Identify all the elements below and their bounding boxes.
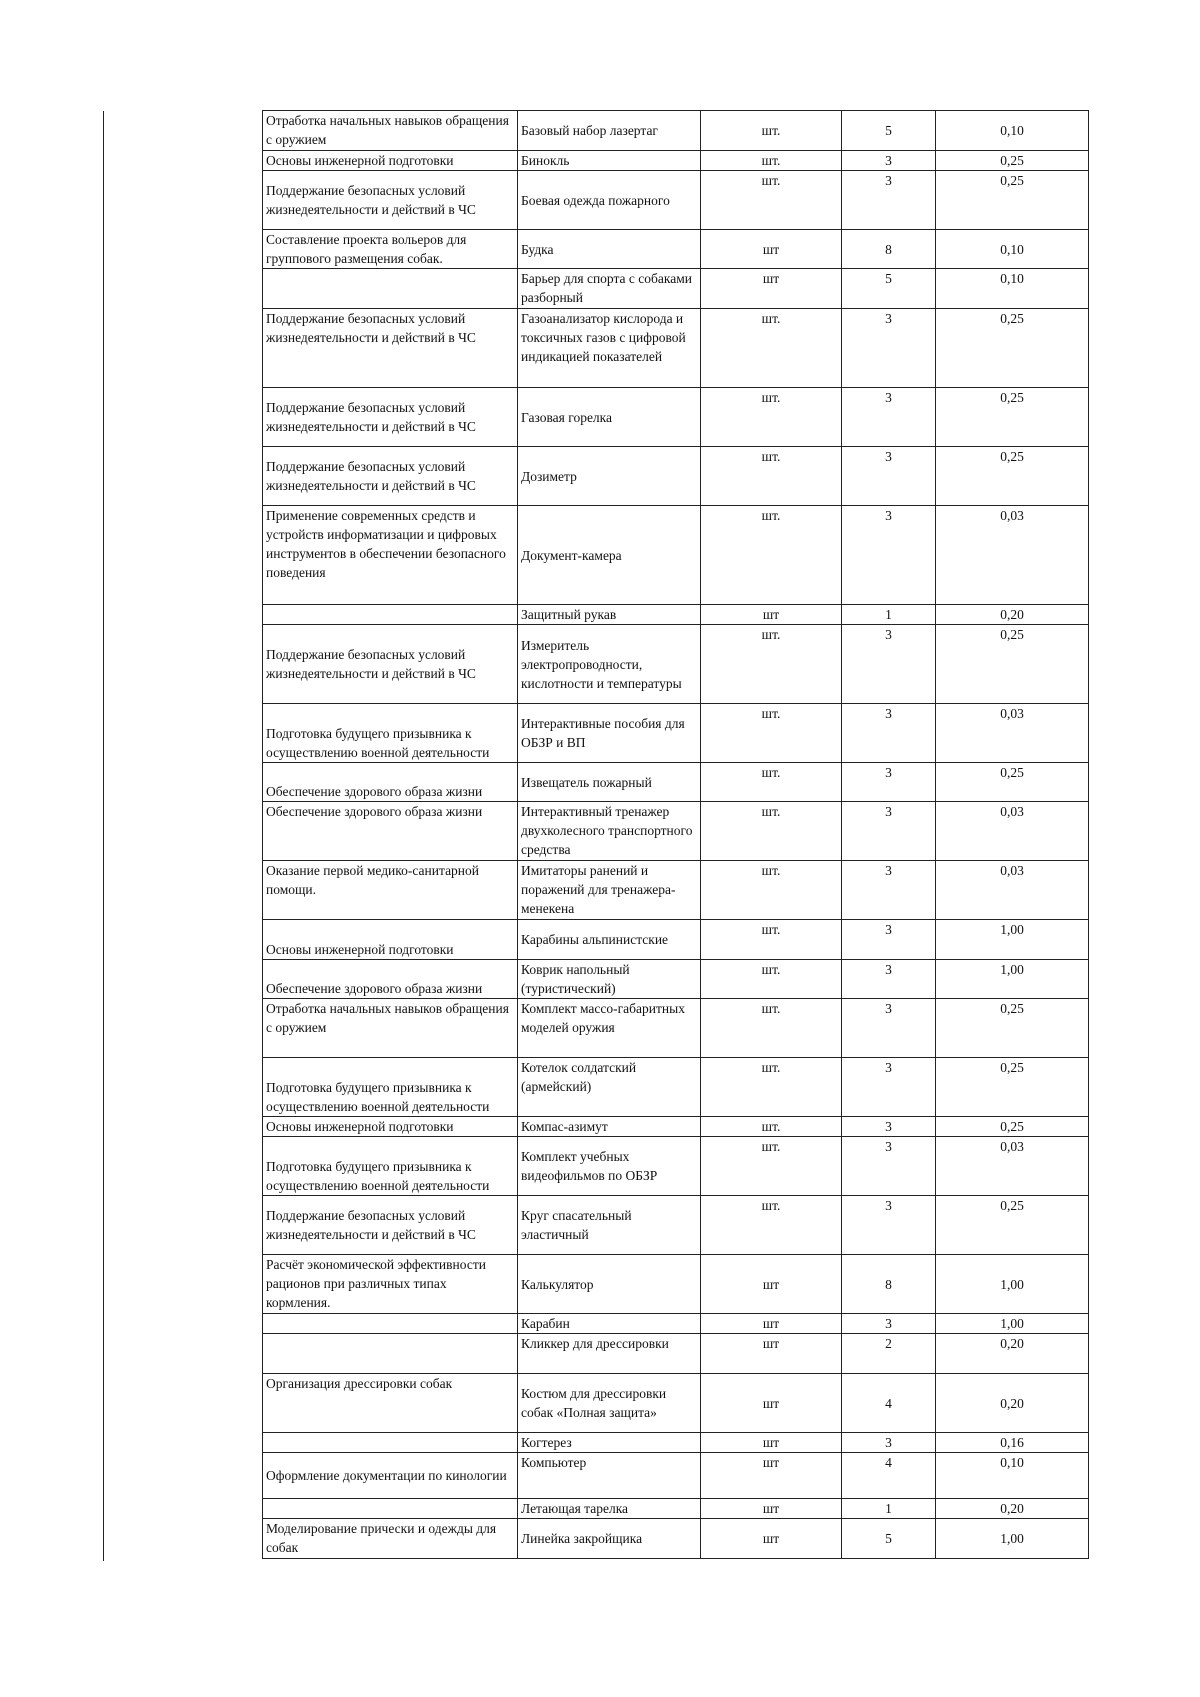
cell-quantity: 8 [842,1255,936,1314]
table-row [263,763,1089,802]
table-row [263,309,1089,388]
cell-unit: шт [701,230,842,269]
table-row [263,605,1089,625]
cell-coefficient: 0,25 [936,151,1089,171]
cell-equipment-name: Комплект учебных видеофильмов по ОБЗР [518,1137,701,1196]
cell-coefficient: 0,10 [936,269,1089,309]
cell-equipment-name: Извещатель пожарный [518,763,701,802]
cell-unit: шт. [701,151,842,171]
cell-area: Составление проекта вольеров для группового размещения собак. [263,230,518,269]
page-margin-line [103,111,104,1561]
cell-coefficient: 1,00 [936,1314,1089,1334]
cell-equipment-name: Бинокль [518,151,701,171]
cell-unit: шт [701,1374,842,1433]
cell-quantity: 5 [842,1519,936,1559]
cell-coefficient: 0,25 [936,999,1089,1058]
cell-unit: шт [701,1314,842,1334]
cell-equipment-name: Карабины альпинистские [518,920,701,960]
cell-equipment-name: Дозиметр [518,447,701,506]
cell-area: Поддержание безопасных условий жизнедеятельности и действий в ЧС [263,309,518,388]
cell-equipment-name: Имитаторы ранений и поражений для тренажера-менекена [518,861,701,920]
cell-area: Оформление документации по кинологии [263,1453,518,1499]
cell-coefficient: 0,03 [936,506,1089,605]
cell-coefficient: 0,10 [936,111,1089,151]
cell-coefficient: 0,20 [936,605,1089,625]
cell-quantity: 3 [842,960,936,999]
cell-area: Подготовка будущего призывника к осуществлению военной деятельности [263,704,518,763]
cell-area [263,605,518,625]
table-row [263,230,1089,269]
table-row [263,960,1089,999]
cell-coefficient: 0,25 [936,625,1089,704]
cell-unit: шт. [701,1196,842,1255]
cell-coefficient: 0,03 [936,1137,1089,1196]
cell-quantity: 1 [842,605,936,625]
cell-equipment-name: Документ-камера [518,506,701,605]
cell-quantity: 3 [842,625,936,704]
cell-area: Расчёт экономической эффективности рационов при различных типах кормления. [263,1255,518,1314]
cell-unit: шт. [701,625,842,704]
cell-coefficient: 0,25 [936,447,1089,506]
cell-area: Подготовка будущего призывника к осуществлению военной деятельности [263,1058,518,1117]
table-row [263,1137,1089,1196]
cell-unit: шт. [701,111,842,151]
cell-coefficient: 1,00 [936,1255,1089,1314]
cell-coefficient: 0,25 [936,1117,1089,1137]
table-row [263,1255,1089,1314]
table-row [263,388,1089,447]
cell-unit: шт [701,1433,842,1453]
table-row [263,802,1089,861]
cell-area: Подготовка будущего призывника к осуществлению военной деятельности [263,1137,518,1196]
table-row [263,1058,1089,1117]
table-row [263,1117,1089,1137]
cell-unit: шт. [701,1137,842,1196]
table-row [263,704,1089,763]
cell-unit: шт. [701,388,842,447]
cell-equipment-name: Коврик напольный (туристический) [518,960,701,999]
cell-equipment-name: Боевая одежда пожарного [518,171,701,230]
cell-quantity: 3 [842,920,936,960]
cell-coefficient: 0,03 [936,704,1089,763]
cell-area: Отработка начальных навыков обращения с оружием [263,999,518,1058]
cell-area: Поддержание безопасных условий жизнедеятельности и действий в ЧС [263,388,518,447]
cell-equipment-name: Компьютер [518,1453,701,1499]
cell-coefficient: 0,10 [936,1453,1089,1499]
cell-area [263,1314,518,1334]
cell-coefficient: 0,03 [936,861,1089,920]
cell-area: Поддержание безопасных условий жизнедеятельности и действий в ЧС [263,625,518,704]
cell-quantity: 5 [842,269,936,309]
cell-equipment-name: Газоанализатор кислорода и токсичных газов с цифровой индикацией показателей [518,309,701,388]
cell-quantity: 3 [842,1058,936,1117]
cell-quantity: 3 [842,171,936,230]
table-row [263,1433,1089,1453]
table-row [263,1374,1089,1433]
cell-area: Поддержание безопасных условий жизнедеятельности и действий в ЧС [263,447,518,506]
table-row [263,447,1089,506]
cell-coefficient: 0,20 [936,1374,1089,1433]
cell-equipment-name: Измеритель электропроводности, кислотности и температуры [518,625,701,704]
cell-area [263,269,518,309]
cell-equipment-name: Интерактивный тренажер двухколесного транспортного средства [518,802,701,861]
cell-quantity: 3 [842,704,936,763]
cell-quantity: 3 [842,1433,936,1453]
cell-unit: шт. [701,802,842,861]
cell-quantity: 3 [842,388,936,447]
cell-unit: шт. [701,506,842,605]
cell-area: Основы инженерной подготовки [263,920,518,960]
cell-equipment-name: Круг спасательный эластичный [518,1196,701,1255]
cell-equipment-name: Компас-азимут [518,1117,701,1137]
cell-area: Обеспечение здорового образа жизни [263,763,518,802]
cell-quantity: 1 [842,1499,936,1519]
cell-coefficient: 1,00 [936,960,1089,999]
cell-unit: шт. [701,704,842,763]
cell-coefficient: 0,25 [936,388,1089,447]
cell-equipment-name: Костюм для дрессировки собак «Полная защита» [518,1374,701,1433]
cell-equipment-name: Будка [518,230,701,269]
cell-area [263,1334,518,1374]
cell-area: Применение современных средств и устройств информатизации и цифровых инструментов в обеспечении безопасного поведения [263,506,518,605]
table-row [263,171,1089,230]
cell-coefficient: 0,25 [936,1196,1089,1255]
cell-coefficient: 0,25 [936,1058,1089,1117]
cell-unit: шт [701,1255,842,1314]
cell-unit: шт. [701,763,842,802]
cell-coefficient: 0,20 [936,1334,1089,1374]
table-row [263,920,1089,960]
table-row [263,151,1089,171]
cell-coefficient: 0,25 [936,309,1089,388]
cell-area: Поддержание безопасных условий жизнедеятельности и действий в ЧС [263,1196,518,1255]
cell-equipment-name: Котелок солдатский (армейский) [518,1058,701,1117]
table-row [263,1519,1089,1559]
table-row [263,1453,1089,1499]
cell-equipment-name: Летающая тарелка [518,1499,701,1519]
cell-area: Обеспечение здорового образа жизни [263,802,518,861]
equipment-table [262,110,1089,1559]
cell-equipment-name: Кликкер для дрессировки [518,1334,701,1374]
cell-quantity: 3 [842,506,936,605]
cell-quantity: 3 [842,447,936,506]
cell-area: Обеспечение здорового образа жизни [263,960,518,999]
cell-quantity: 3 [842,1137,936,1196]
cell-area: Основы инженерной подготовки [263,151,518,171]
cell-area [263,1499,518,1519]
cell-unit: шт. [701,960,842,999]
cell-area: Отработка начальных навыков обращения с оружием [263,111,518,151]
table-row [263,999,1089,1058]
table-row [263,506,1089,605]
cell-coefficient: 0,10 [936,230,1089,269]
cell-area: Оказание первой медико-санитарной помощи. [263,861,518,920]
cell-equipment-name: Карабин [518,1314,701,1334]
cell-coefficient: 1,00 [936,920,1089,960]
table-row [263,625,1089,704]
cell-quantity: 3 [842,1117,936,1137]
cell-unit: шт [701,1499,842,1519]
cell-quantity: 5 [842,111,936,151]
cell-equipment-name: Комплект массо-габаритных моделей оружия [518,999,701,1058]
cell-quantity: 3 [842,151,936,171]
cell-quantity: 4 [842,1453,936,1499]
table-row [263,1499,1089,1519]
cell-unit: шт [701,269,842,309]
cell-area [263,1433,518,1453]
cell-quantity: 2 [842,1334,936,1374]
cell-unit: шт [701,1519,842,1559]
equipment-table-body [263,111,1089,1559]
table-row [263,111,1089,151]
cell-equipment-name: Калькулятор [518,1255,701,1314]
cell-unit: шт. [701,1058,842,1117]
cell-equipment-name: Интерактивные пособия для ОБЗР и ВП [518,704,701,763]
cell-unit: шт. [701,171,842,230]
cell-quantity: 3 [842,861,936,920]
cell-unit: шт. [701,999,842,1058]
cell-quantity: 3 [842,1196,936,1255]
cell-coefficient: 0,25 [936,763,1089,802]
cell-equipment-name: Газовая горелка [518,388,701,447]
cell-quantity: 3 [842,999,936,1058]
cell-quantity: 8 [842,230,936,269]
cell-unit: шт. [701,309,842,388]
cell-coefficient: 0,16 [936,1433,1089,1453]
cell-quantity: 3 [842,763,936,802]
cell-equipment-name: Линейка закройщика [518,1519,701,1559]
cell-coefficient: 0,03 [936,802,1089,861]
cell-equipment-name: Барьер для спорта с собаками разборный [518,269,701,309]
cell-unit: шт. [701,447,842,506]
table-row [263,1196,1089,1255]
cell-quantity: 4 [842,1374,936,1433]
cell-equipment-name: Базовый набор лазертаг [518,111,701,151]
cell-quantity: 3 [842,802,936,861]
cell-equipment-name: Когтерез [518,1433,701,1453]
cell-area: Основы инженерной подготовки [263,1117,518,1137]
cell-equipment-name: Защитный рукав [518,605,701,625]
cell-unit: шт. [701,861,842,920]
cell-area: Поддержание безопасных условий жизнедеятельности и действий в ЧС [263,171,518,230]
cell-unit: шт. [701,920,842,960]
cell-coefficient: 0,20 [936,1499,1089,1519]
table-row [263,1334,1089,1374]
cell-quantity: 3 [842,309,936,388]
cell-unit: шт [701,605,842,625]
table-row [263,269,1089,309]
cell-unit: шт. [701,1117,842,1137]
cell-area: Моделирование прически и одежды для собак [263,1519,518,1559]
table-row [263,861,1089,920]
cell-area: Организация дрессировки собак [263,1374,518,1433]
cell-coefficient: 1,00 [936,1519,1089,1559]
cell-coefficient: 0,25 [936,171,1089,230]
cell-unit: шт [701,1453,842,1499]
cell-quantity: 3 [842,1314,936,1334]
table-row [263,1314,1089,1334]
cell-unit: шт [701,1334,842,1374]
